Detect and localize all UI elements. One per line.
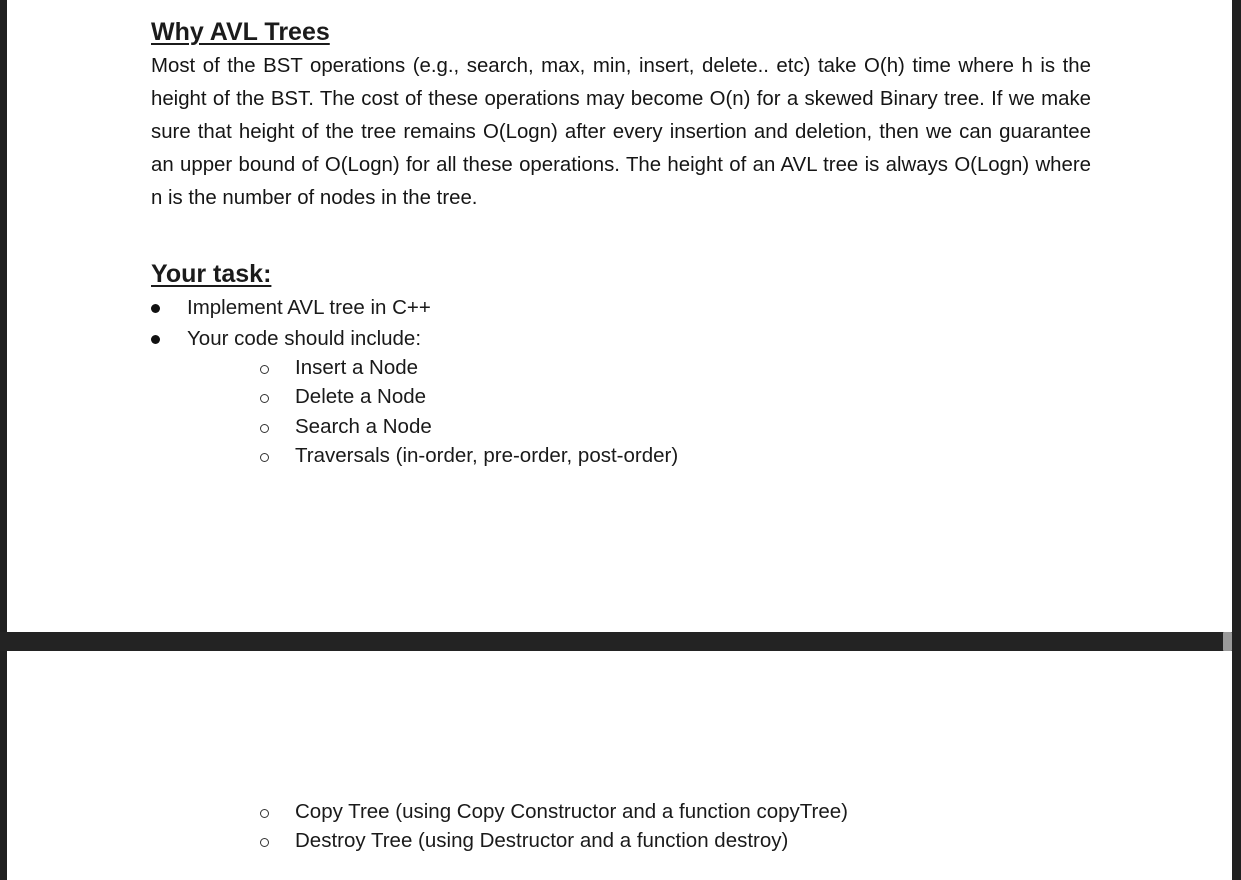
bullet-dot-icon	[151, 335, 160, 344]
page-separator	[0, 632, 1241, 651]
hollow-bullet-icon	[260, 809, 269, 818]
sub-item-text: Search a Node	[295, 414, 432, 438]
hollow-bullet-icon	[260, 365, 269, 374]
bullet-text: Implement AVL tree in C++	[187, 296, 431, 319]
hollow-bullet-icon	[260, 453, 269, 462]
heading-your-task: Your task:	[151, 260, 272, 288]
viewer-right-edge	[1232, 0, 1241, 880]
bullet-text: Your code should include:	[187, 327, 422, 350]
paragraph-why-avl: Most of the BST operations (e.g., search, max, min, insert, delete.. etc) take O(h) time where h is the height of the BST. The cost of these operations may become O(n) for a skewed Binary tree. If we make sure that height of the tree remains O(Logn) after every insertion and deletion, then we can guarantee an upper bound of O(Logn) for all these operations. The height of an AVL tree is always O(Logn) where n is the number of nodes in the tree.	[151, 55, 1091, 209]
sub-item-text: Insert a Node	[295, 356, 419, 379]
sub-item-text: Delete a Node	[295, 385, 427, 409]
scrollbar-thumb[interactable]	[1223, 632, 1232, 651]
sub-item-text: Traversals (in-order, pre-order, post-order)	[295, 443, 679, 467]
heading-why-avl-trees: Why AVL Trees	[151, 18, 330, 46]
hollow-bullet-icon	[260, 424, 269, 433]
hollow-bullet-icon	[260, 838, 269, 847]
document-page-2	[7, 651, 1232, 880]
bullet-dot-icon	[151, 304, 160, 313]
hollow-bullet-icon	[260, 394, 269, 403]
sub-item-text: Copy Tree (using Copy Constructor and a function copyTree)	[295, 800, 849, 823]
document-page-1	[7, 0, 1232, 632]
sub-item-text: Destroy Tree (using Destructor and a function destroy)	[295, 829, 789, 853]
